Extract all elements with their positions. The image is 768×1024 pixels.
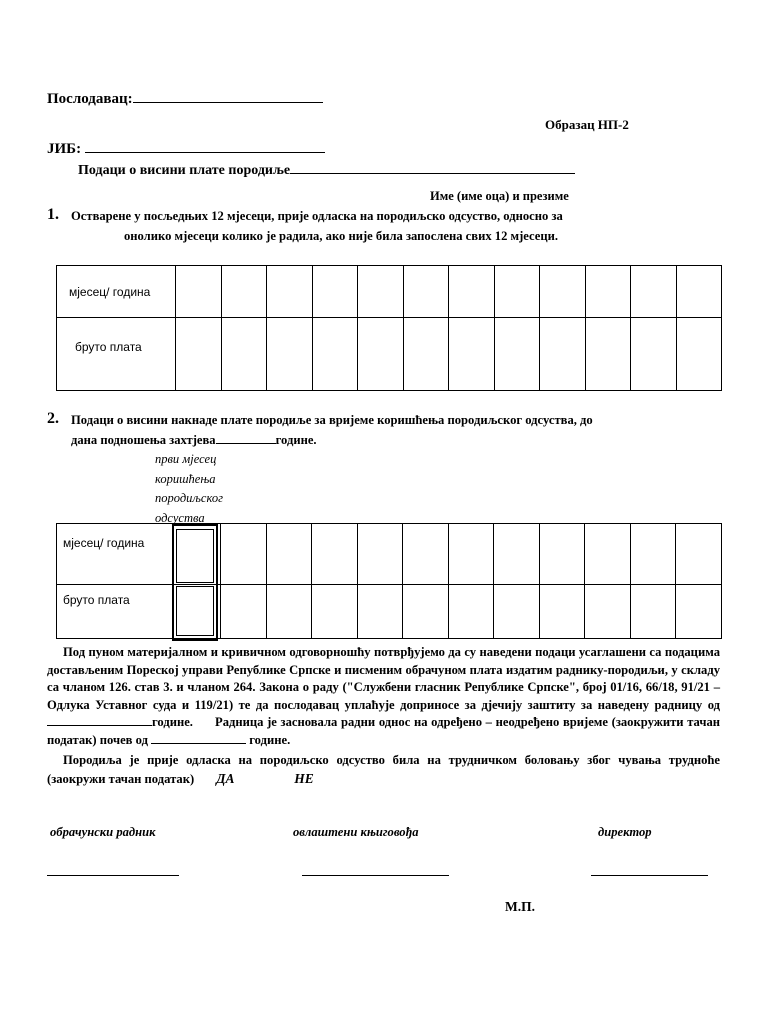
month-cell[interactable] xyxy=(494,266,540,318)
first-month-inner-salary xyxy=(176,586,214,636)
month-cell[interactable] xyxy=(357,524,403,585)
stamp-label: М.П. xyxy=(505,899,535,914)
month-cell[interactable] xyxy=(403,524,449,585)
table-row xyxy=(57,318,722,391)
declaration-after-blank: године. xyxy=(152,715,193,729)
row-label-month: мјесец/ година xyxy=(57,266,176,318)
salary-cell[interactable] xyxy=(494,318,540,391)
section2-line2 xyxy=(71,432,317,448)
compensation-table xyxy=(56,523,722,639)
jib-row xyxy=(47,138,325,158)
director-signature-line[interactable] xyxy=(591,875,708,876)
note-line: одсуства xyxy=(155,510,205,525)
salary-cell[interactable] xyxy=(676,585,722,639)
note-line: породиљског xyxy=(155,491,223,505)
salary-cell[interactable] xyxy=(312,585,358,639)
request-date-field[interactable] xyxy=(216,432,276,444)
salary-cell[interactable] xyxy=(539,585,585,639)
contribution-date-field[interactable] xyxy=(47,714,152,726)
employer-label: Послодавац: xyxy=(47,91,133,107)
section1-line2: онолико мјесеци колико је радила, ако није била запослена свих 12 мјесеци. xyxy=(124,229,559,243)
option-no[interactable]: НЕ xyxy=(294,770,314,786)
note-line: први мјесец xyxy=(155,452,217,466)
month-cell[interactable] xyxy=(221,524,267,585)
option-yes[interactable]: ДА xyxy=(216,770,235,786)
name-caption: Име (име оца) и презиме xyxy=(430,189,569,203)
section1-number: 1. xyxy=(47,206,59,223)
salary-cell[interactable] xyxy=(630,585,676,639)
employer-field[interactable] xyxy=(133,88,323,103)
first-month-inner-month xyxy=(176,529,214,583)
accountant-signature-line[interactable] xyxy=(47,875,179,876)
salary-cell[interactable] xyxy=(221,318,267,391)
salary-cell[interactable] xyxy=(176,318,222,391)
table-row xyxy=(57,266,722,318)
month-cell[interactable] xyxy=(540,266,586,318)
first-month-note xyxy=(155,450,223,528)
section2-line2-prefix: дана подношења захтјева xyxy=(71,433,216,447)
bookkeeper-label: овлаштени књиговођа xyxy=(293,825,419,839)
month-cell[interactable] xyxy=(266,524,312,585)
declaration-end: године. xyxy=(249,732,291,747)
mother-name-field[interactable] xyxy=(290,160,575,174)
salary-cell[interactable] xyxy=(312,318,358,391)
salary-cell[interactable] xyxy=(540,318,586,391)
table-row xyxy=(57,524,722,585)
row-label-salary: бруто плата xyxy=(57,585,174,639)
section2-number: 2. xyxy=(47,410,59,427)
month-cell[interactable] xyxy=(585,524,631,585)
month-cell[interactable] xyxy=(176,266,222,318)
section1-line1: Остварене у посљедњих 12 мјесеци, прије одласка на породиљско одсуство, односно за xyxy=(71,209,563,223)
table-row xyxy=(57,585,722,639)
salary-cell[interactable] xyxy=(221,585,267,639)
month-cell[interactable] xyxy=(585,266,631,318)
form-code: Образац НП-2 xyxy=(545,117,629,132)
section2-line2-suffix: године. xyxy=(275,433,317,447)
title-row xyxy=(78,160,575,179)
month-cell[interactable] xyxy=(312,266,358,318)
page-title: Подаци о висини плате породиље xyxy=(78,163,291,178)
employment-start-field[interactable] xyxy=(151,732,246,744)
employer-row xyxy=(47,88,323,108)
note-line: коришћења xyxy=(155,471,216,486)
salary-cell[interactable] xyxy=(403,318,449,391)
salary-cell[interactable] xyxy=(449,318,495,391)
salary-cell[interactable] xyxy=(267,318,313,391)
declaration-paragraph xyxy=(47,644,720,788)
salary-cell[interactable] xyxy=(266,585,312,639)
month-cell[interactable] xyxy=(448,524,494,585)
section2-line1: Подаци о висини накнаде плате породиље за вријеме коришћења породиљског одсуства, до xyxy=(71,413,593,427)
sick-leave-text: Породиља је прије одласка на породиљско одсуство била на трудничком боловању због чувања трудноће (заокружи тачан податак) xyxy=(47,753,720,786)
salary-cell[interactable] xyxy=(448,585,494,639)
month-cell[interactable] xyxy=(494,524,540,585)
accountant-label: обрачунски радник xyxy=(50,825,156,839)
director-label: директор xyxy=(598,825,652,839)
salary-cell[interactable] xyxy=(631,318,677,391)
salary-cell[interactable] xyxy=(585,318,631,391)
month-cell[interactable] xyxy=(630,524,676,585)
month-cell[interactable] xyxy=(676,266,722,318)
salary-cell[interactable] xyxy=(494,585,540,639)
salary-cell[interactable] xyxy=(403,585,449,639)
month-cell[interactable] xyxy=(631,266,677,318)
month-cell[interactable] xyxy=(449,266,495,318)
month-cell[interactable] xyxy=(221,266,267,318)
salary-cell[interactable] xyxy=(358,318,404,391)
bookkeeper-signature-line[interactable] xyxy=(302,875,449,876)
month-cell[interactable] xyxy=(539,524,585,585)
salary-cell[interactable] xyxy=(676,318,722,391)
row-label-salary: бруто плата xyxy=(57,318,176,391)
month-cell[interactable] xyxy=(403,266,449,318)
month-cell[interactable] xyxy=(358,266,404,318)
salary-cell[interactable] xyxy=(585,585,631,639)
row-label-month: мјесец/ година xyxy=(57,524,174,585)
jib-label: ЈИБ: xyxy=(47,141,82,157)
month-cell[interactable] xyxy=(676,524,722,585)
month-cell[interactable] xyxy=(312,524,358,585)
salary-table-12-months xyxy=(56,265,722,391)
worker-employment-text: Радница је засновала радни однос на одређено – неодређено вријеме (заокружити тачан податак) почев од xyxy=(47,715,720,747)
jib-field[interactable] xyxy=(85,138,325,153)
salary-cell[interactable] xyxy=(357,585,403,639)
declaration-text: Под пуном материјалном и кривичном одговорношћу потврђујемо да су наведени подаци усаглашени са подацима достављеним Пореској управи Републике Српске и писменим обрачуном плата издатим раднику-породиљи, у складу са чланом 126. став 3. и чланом 264. Закона о раду ("Службени гласник Републике Српске", број 01/16, 66/18, 91/21 – Одлука Уставног суда и 119/21) те да послодавац уплаћује доприносе за дјечију заштиту за наведену радницу од xyxy=(47,645,720,712)
month-cell[interactable] xyxy=(267,266,313,318)
